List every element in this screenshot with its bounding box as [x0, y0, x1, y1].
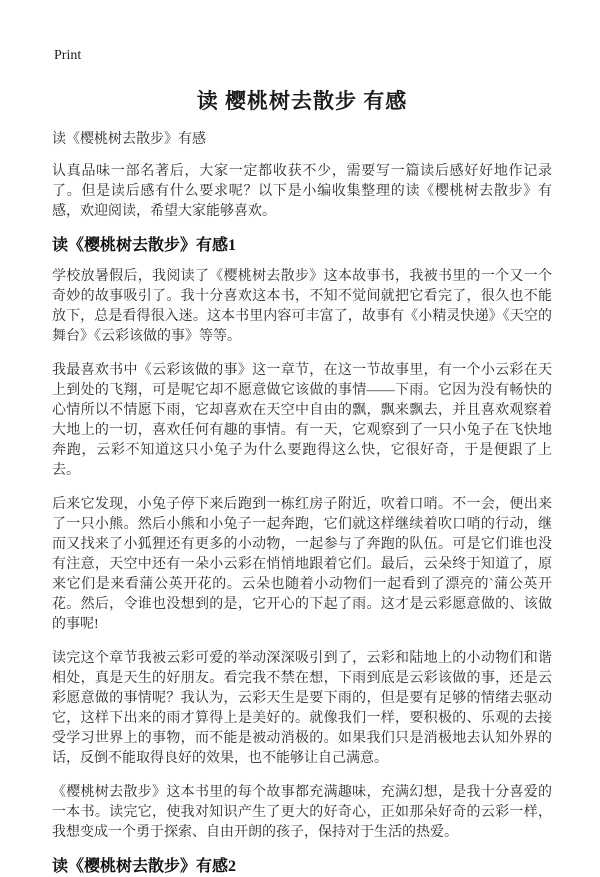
intro-paragraph: 认真品味一部名著后，大家一定都收获不少，需要写一篇读后感好好地作记录了。但是读后感有什么要求呢？以下是小编收集整理的读《樱桃树去散步》有感，欢迎阅读，希望大家能够喜欢。: [52, 164, 552, 219]
page-title: 读 樱桃树去散步 有感: [196, 89, 408, 113]
print-button[interactable]: Print: [54, 48, 82, 63]
article-paragraph: 读完这个章节我被云彩可爱的举动深深吸引到了，云彩和陆地上的小动物们和谐相处，真是天生的好朋友。看完我不禁在想，下雨到底是云彩该做的事，还是云彩愿意做的事情呢？我认为，云彩天生是要下雨的，但是要有足够的情绪去驱动它，这样下出来的雨才算得上是美好的。就像我们一样，要积极的、乐观的去接受学习世界上的事物，而不能是被动消极的。如果我们只是消极地去认知外界的话，反倒不能取得良好的效果，也不能够让自己满意。: [52, 651, 552, 766]
article-subtitle: 读《樱桃树去散步》有感: [52, 132, 206, 147]
section-1-heading: 读《樱桃树去散步》有感1: [52, 237, 237, 254]
article-paragraph: 我最喜欢书中《云彩该做的事》这一章节，在这一节故事里，有一个小云彩在天上到处的飞翔，可是呢它却不愿意做它该做的事情——下雨。它因为没有畅快的心情所以不情愿下雨，它却喜欢在天空中自由的飘，飘来飘去，并且喜欢观察着大地上的一切，喜欢任何有趣的事情。有一天，它观察到了一只小兔子在飞快地奔跑，云彩不知道这只小兔子为什么要跑得这么快，它很好奇，于是便跟了上去。: [52, 363, 552, 478]
section-2-heading: 读《樱桃树去散步》有感2: [52, 858, 237, 875]
article-paragraph: 后来它发现，小兔子停下来后跑到一栋红房子附近，吹着口哨。不一会，便出来了一只小熊。然后小熊和小兔子一起奔跑，它们就这样继续着吹口哨的行动，继而又找来了小狐狸还有更多的小动物，一起参与了奔跑的队伍。可是它们谁也没有注意，天空中还有一朵小云彩在悄悄地跟着它们。最后，云朵终于知道了，原来它们是来看蒲公英开花的。云朵也随着小动物们一起看到了漂亮的`蒲公英开花。然后，令谁也没想到的是，它开心的下起了雨。这才是云彩愿意做的、该做的事呢!: [52, 497, 552, 632]
article-paragraph: 《樱桃树去散步》这本书里的每个故事都充满趣味，充满幻想，是我十分喜爱的一本书。读完它，使我对知识产生了更大的好奇心，正如那朵好奇的云彩一样，我想变成一个勇于探索、自由开朗的孩子，保持对于生活的热爱。: [52, 785, 552, 840]
article-paragraph: 学校放暑假后，我阅读了《樱桃树去散步》这本故事书，我被书里的一个又一个奇妙的故事吸引了。我十分喜欢这本书，不知不觉间就把它看完了，很久也不能放下，总是看得很入迷。这本书里内容可丰富了，故事有《小精灵快递》《天空的舞台》《云彩该做的事》等等。: [52, 269, 552, 344]
